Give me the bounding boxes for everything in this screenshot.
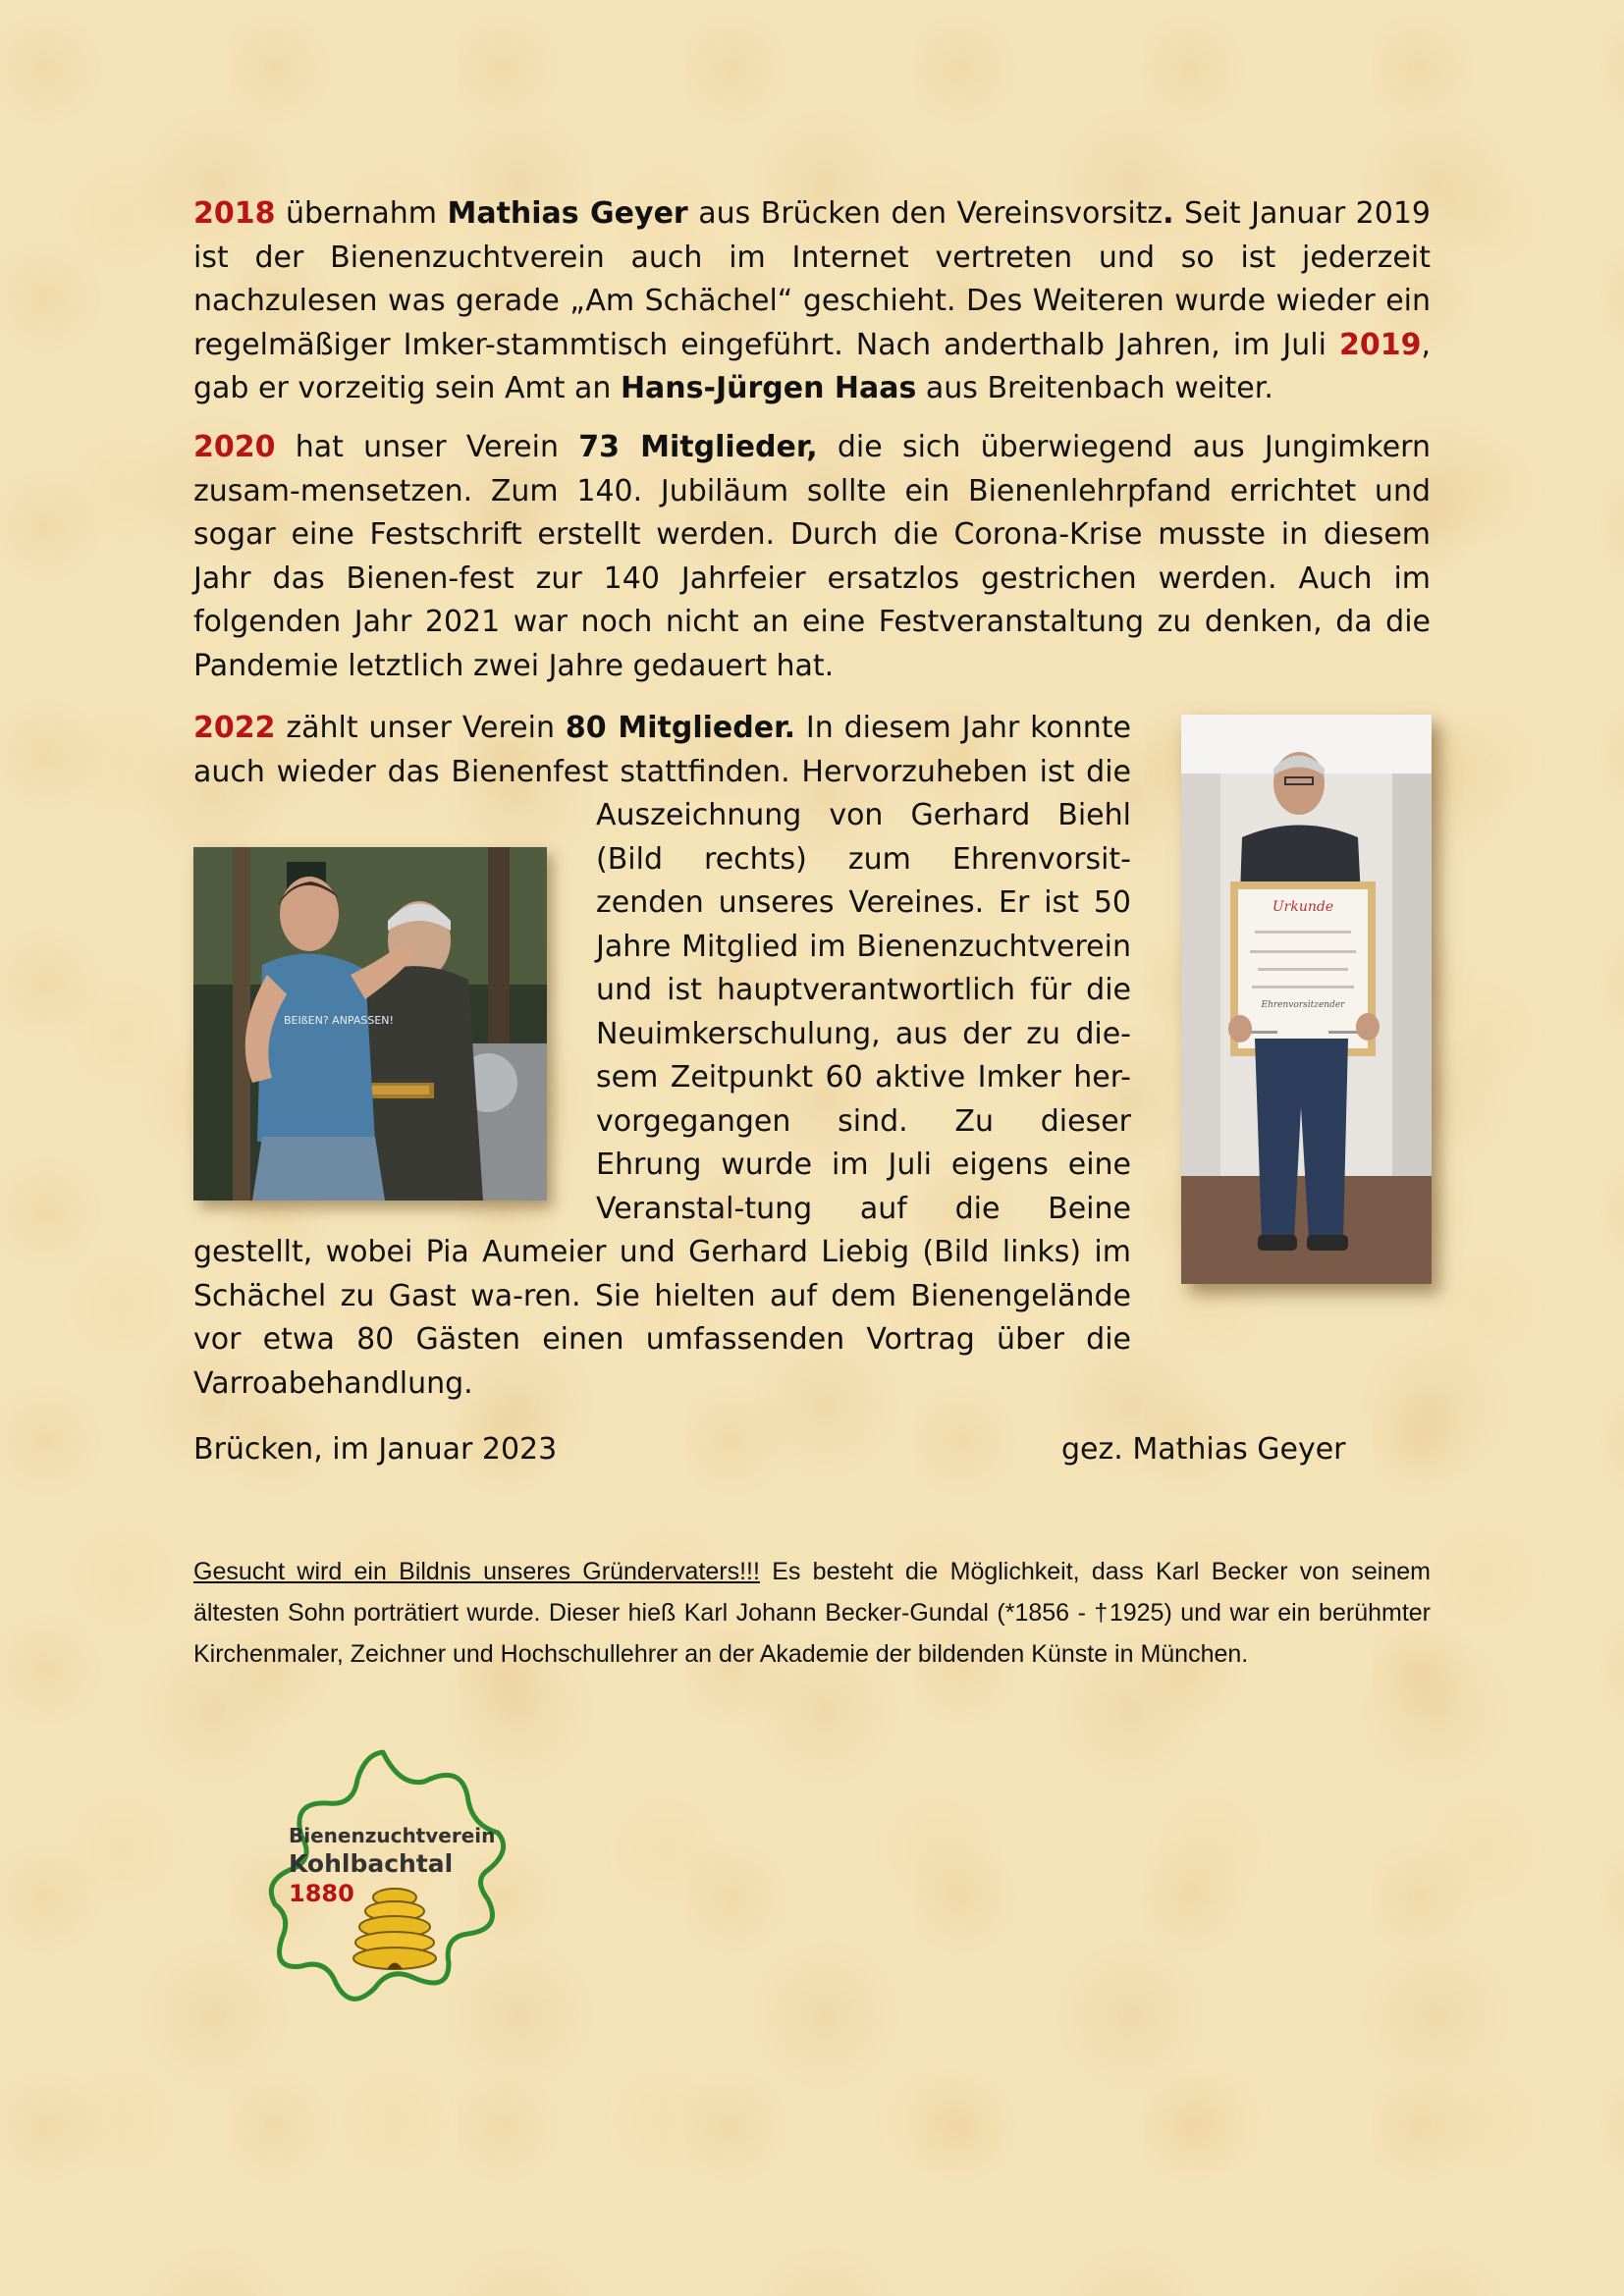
svg-text:Urkunde: Urkunde bbox=[1272, 899, 1334, 915]
year-2018: 2018 bbox=[193, 196, 276, 231]
search-note: Gesucht wird ein Bildnis unseres Gründervaters!!! Es besteht die Möglichkeit, dass Karl Becker von seinem ältesten Sohn porträtiert wurde. Dieser hieß Karl Johann Becker-Gundal (*1856 - †1925) und war ein berühmter Kirchenmaler, Zeichner und Hochschullehrer an der Akademie der bildenden Künste in München. bbox=[193, 1558, 1431, 1668]
place-date: Brücken, im Januar 2023 bbox=[193, 1432, 558, 1467]
svg-text:Ehrenvorsitzender: Ehrenvorsitzender bbox=[1261, 1000, 1345, 1010]
svg-text:Bienenzuchtverein: Bienenzuchtverein bbox=[289, 1824, 496, 1847]
name-mathias-geyer: Mathias Geyer bbox=[447, 196, 688, 231]
members-73: 73 Mitglieder, bbox=[578, 430, 818, 464]
svg-text:Kohlbachtal: Kohlbachtal bbox=[289, 1849, 454, 1878]
svg-text:1880: 1880 bbox=[289, 1880, 354, 1907]
name-hans-juergen-haas: Hans-Jürgen Haas bbox=[620, 371, 917, 405]
year-2022: 2022 bbox=[193, 711, 276, 745]
paragraph-2022 bbox=[193, 707, 1131, 1406]
signature: gez. Mathias Geyer bbox=[1061, 1432, 1346, 1467]
search-note-heading: Gesucht wird ein Bildnis unseres Gründervaters!!! bbox=[193, 1558, 760, 1585]
paragraph-2020: 2020 hat unser Verein 73 Mitglieder, die sich überwiegend aus Jungimkern zusam-mensetzen. Zum 140. Jubiläum sollte ein Bienenlehrpfand errichtet und sogar eine Festschrift erstellt werden. Durch die Corona-Krise musste in diesem Jahr das Bienen-fest zur 140 Jahrfeier ersatzlos gestrichen werden. Auch im folgenden Jahr 2021 war noch nicht an eine Festveranstaltung zu denken, da die Pandemie letztlich zwei Jahre gedauert hat. bbox=[193, 430, 1431, 683]
paragraph-2022-text: 2022 zählt unser Verein 80 Mitglieder. In diesem Jahr konnte auch wieder das Bienenfest stattfinden. Hervorzuheben ist die Auszeichnung von Gerhard Biehl (Bild rechts) zum Ehrenvorsit-zenden unseres Vereines. Er ist 50 Jahre Mitglied im Bienenzuchtverein und ist hauptverantwortlich für die Neuimkerschulung, aus der zu die-sem Zeitpunkt 60 aktive Imker her-vorgegangen sind. Zu dieser Ehrung wurde im Juli eigens eine Veranstal-tung auf die Beine gestellt, wobei Pia Aumeier und Gerhard Liebig (Bild links) im Schächel zu Gast wa-ren. Sie hielten auf dem Bienengelände vor etwa 80 Gästen einen umfassenden Vortrag über die Varroabehandlung. bbox=[193, 711, 1131, 1401]
paragraph-2018: 2018 übernahm Mathias Geyer aus Brücken den Vereinsvorsitz. Seit Januar 2019 ist der Bienenzuchtverein auch im Internet vertreten und so ist jederzeit nachzulesen was gerade „Am Schächel“ geschieht. Des Weiteren wurde wieder ein regelmäßiger Imker-stammtisch eingeführt. Nach anderthalb Jahren, im Juli 2019, gab er vorzeitig sein Amt an Hans-Jürgen Haas aus Breitenbach weiter. bbox=[193, 196, 1432, 405]
beehive-icon bbox=[353, 1889, 436, 1969]
svg-text:BEIßEN? ANPASSEN!: BEIßEN? ANPASSEN! bbox=[284, 1014, 394, 1027]
members-80: 80 Mitglieder. bbox=[565, 711, 795, 745]
photo-right-gerhard-biehl bbox=[1181, 715, 1432, 1284]
year-2019: 2019 bbox=[1338, 327, 1422, 362]
year-2020: 2020 bbox=[193, 430, 276, 464]
photo-left-beekeepers bbox=[193, 847, 547, 1201]
club-logo bbox=[267, 1742, 513, 2012]
